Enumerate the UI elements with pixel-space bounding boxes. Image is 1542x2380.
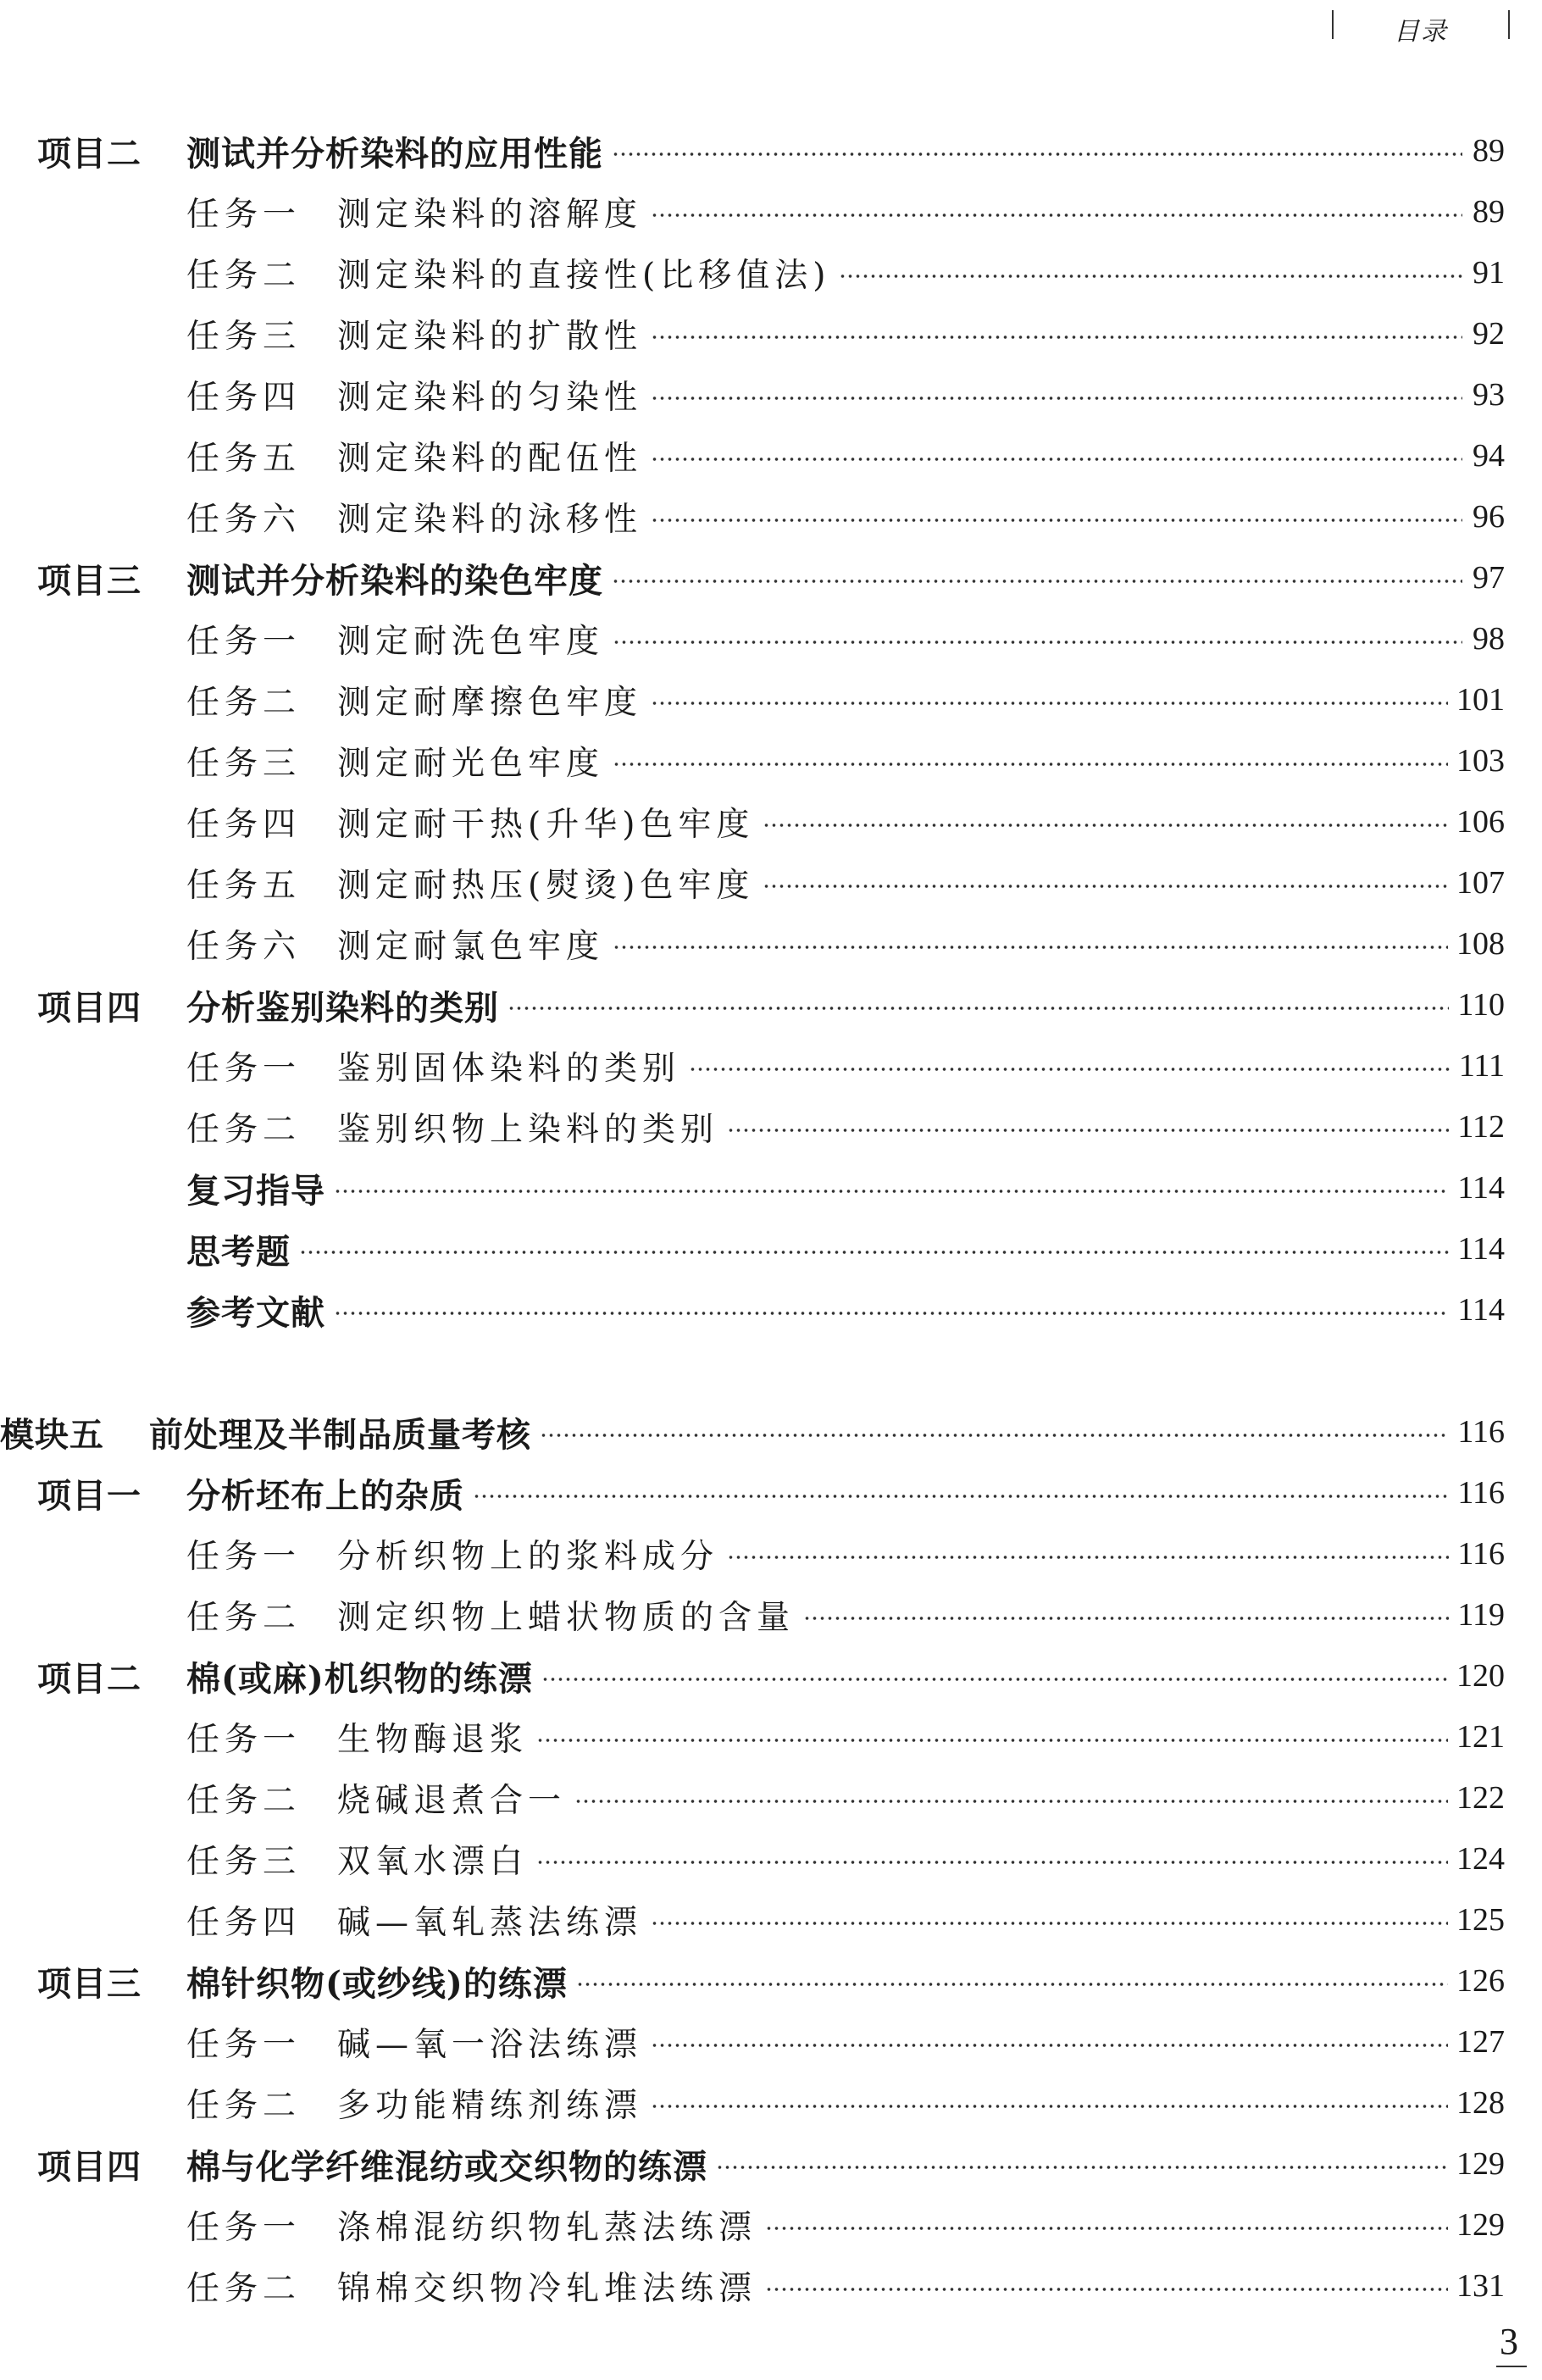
- toc-entry[interactable]: [0, 303, 1517, 364]
- toc-entry-title: 烧碱退煮合一: [337, 1782, 567, 1820]
- dot-leader: [727, 1554, 1449, 1561]
- toc-entry-title: 鉴别织物上染料的类别: [337, 1111, 719, 1149]
- toc-entry[interactable]: [0, 852, 1517, 913]
- page-number: 3: [1500, 2321, 1518, 2362]
- toc-entry-page: 129: [1456, 2146, 1505, 2182]
- dot-leader: [651, 334, 1462, 341]
- toc-entry-number: 项目四: [37, 2146, 141, 2187]
- header-rule-right: [1508, 10, 1510, 39]
- toc-entry[interactable]: [0, 242, 1517, 303]
- toc-entry-title: 测定染料的匀染性: [337, 379, 643, 417]
- toc-entry-page: 101: [1456, 682, 1505, 718]
- toc-entry[interactable]: [0, 2011, 1517, 2072]
- toc-entry[interactable]: [0, 364, 1517, 425]
- dot-leader: [613, 944, 1448, 951]
- toc-entry-title: 双氧水漂白: [337, 1843, 529, 1881]
- toc-entry[interactable]: [0, 1950, 1517, 2011]
- toc-entry-page: 111: [1458, 1048, 1505, 1084]
- dot-leader: [651, 395, 1462, 402]
- toc-entry[interactable]: [0, 1035, 1517, 1096]
- toc-entry-number: 项目二: [37, 1658, 141, 1699]
- toc-entry-page: 120: [1456, 1658, 1505, 1694]
- running-header: [1322, 7, 1525, 47]
- dot-leader: [763, 883, 1448, 890]
- toc-entry-number: 任务二: [186, 257, 302, 295]
- toc-entry-number: 任务五: [186, 440, 302, 478]
- toc-entry-title: 测定耐洗色牢度: [337, 623, 605, 661]
- toc-entry-title: 鉴别固体染料的类别: [337, 1050, 681, 1088]
- dot-leader: [651, 700, 1448, 707]
- dot-leader: [334, 1188, 1449, 1195]
- toc-entry[interactable]: [0, 1523, 1517, 1584]
- dot-leader: [651, 1920, 1448, 1927]
- toc-entry-page: 103: [1456, 743, 1505, 779]
- toc-entry-title: 测定耐热压(熨烫)色牢度: [337, 867, 755, 905]
- toc-entry-page: 116: [1457, 1414, 1505, 1450]
- toc-entry-title: 测定染料的配伍性: [337, 440, 643, 478]
- toc-entry-number: 任务三: [186, 745, 302, 783]
- toc-entry-number: 任务一: [186, 623, 302, 661]
- toc-entry-page: 114: [1457, 1292, 1505, 1328]
- dot-leader: [536, 1859, 1448, 1866]
- toc-entry-title: 测定耐氯色牢度: [337, 928, 605, 966]
- toc-entry[interactable]: [0, 1828, 1517, 1889]
- toc-entry-title: 测定织物上蜡状物质的含量: [337, 1599, 796, 1637]
- dot-leader: [334, 1310, 1449, 1317]
- toc-entry-number: 任务二: [186, 1599, 302, 1637]
- toc-entry-page: 106: [1456, 804, 1505, 840]
- toc-entry-page: 93: [1473, 377, 1505, 413]
- toc-entry-page: 114: [1457, 1170, 1505, 1206]
- toc-entry[interactable]: [0, 1584, 1517, 1645]
- toc-entry-title: 生物酶退浆: [337, 1721, 529, 1759]
- toc-entry-number: 任务一: [186, 1538, 302, 1576]
- toc-entry[interactable]: [0, 791, 1517, 852]
- toc-entry-number: 项目四: [37, 987, 141, 1028]
- toc-entry-page: 112: [1457, 1109, 1505, 1145]
- toc-entry-title: 测定染料的直接性(比移值法): [337, 257, 831, 295]
- toc-entry[interactable]: [0, 1889, 1517, 1950]
- toc-entry[interactable]: [0, 1279, 1517, 1340]
- toc-entry-number: 项目二: [37, 133, 141, 174]
- toc-entry-number: 任务四: [186, 806, 302, 844]
- dot-leader: [651, 517, 1462, 524]
- toc-entry-page: 92: [1473, 316, 1505, 352]
- toc-entry[interactable]: [0, 1767, 1517, 1828]
- toc-entry-number: 任务二: [186, 1782, 302, 1820]
- toc-entry-title: 锦棉交织物冷轧堆法练漂: [337, 2270, 757, 2308]
- toc-entry[interactable]: [0, 730, 1517, 791]
- toc-entry-page: 91: [1473, 255, 1505, 291]
- toc-entry-page: 96: [1473, 499, 1505, 535]
- toc-entry-number: 任务三: [186, 318, 302, 356]
- toc-entry-page: 127: [1456, 2024, 1505, 2060]
- page-number-underline: [1496, 2366, 1527, 2367]
- dot-leader: [765, 2225, 1448, 2232]
- toc-entry-title: 分析坯布上的杂质: [186, 1475, 464, 1516]
- toc-entry-page: 121: [1456, 1719, 1505, 1755]
- toc-entry-title: 多功能精练剂练漂: [337, 2087, 643, 2125]
- toc-entry-page: 124: [1456, 1841, 1505, 1877]
- dot-leader: [612, 151, 1462, 158]
- toc-entry-title: 涤棉混纺织物轧蒸法练漂: [337, 2209, 757, 2247]
- toc-entry-page: 97: [1473, 560, 1505, 596]
- toc-entry-number: 任务六: [186, 501, 302, 539]
- toc-entry-number: 任务一: [186, 1050, 302, 1088]
- toc-entry-title: 棉(或麻)机织物的练漂: [186, 1658, 533, 1699]
- toc-entry-number: 项目三: [37, 560, 141, 601]
- toc-entry-title: 测定耐干热(升华)色牢度: [337, 806, 755, 844]
- toc-entry-page: 116: [1457, 1536, 1505, 1572]
- toc-entry-number: 项目一: [37, 1475, 141, 1516]
- toc-entry-title: 测定染料的泳移性: [337, 501, 643, 539]
- header-title: 目录: [1394, 17, 1448, 47]
- toc-entry-number: 任务四: [186, 379, 302, 417]
- dot-leader: [473, 1493, 1449, 1500]
- toc-entry-number: 任务二: [186, 2270, 302, 2308]
- table-of-contents: [0, 120, 1517, 2316]
- toc-entry-number: 任务二: [186, 2087, 302, 2125]
- toc-entry-page: 116: [1457, 1475, 1505, 1511]
- toc-entry[interactable]: [0, 547, 1517, 608]
- toc-entry-number: 任务四: [186, 1904, 302, 1942]
- toc-entry-number: 任务六: [186, 928, 302, 966]
- dot-leader: [803, 1615, 1449, 1622]
- toc-entry-title: 棉针织物(或纱线)的练漂: [186, 1963, 568, 2004]
- toc-entry-title: 前处理及半制品质量考核: [149, 1414, 531, 1455]
- toc-entry[interactable]: [0, 2255, 1517, 2316]
- toc-entry-title: 思考题: [186, 1231, 291, 1272]
- toc-entry-page: 119: [1457, 1597, 1505, 1633]
- toc-entry-number: 任务一: [186, 1721, 302, 1759]
- toc-entry-page: 126: [1456, 1963, 1505, 1999]
- toc-entry-title: 测定耐摩擦色牢度: [337, 684, 643, 722]
- toc-entry[interactable]: [0, 2194, 1517, 2255]
- toc-entry[interactable]: [0, 486, 1517, 547]
- toc-entry-number: 任务二: [186, 1111, 302, 1149]
- toc-entry-title: 测定耐光色牢度: [337, 745, 605, 783]
- toc-entry-title: 棉与化学纤维混纺或交织物的练漂: [186, 2146, 707, 2187]
- toc-entry[interactable]: [0, 1218, 1517, 1279]
- toc-entry-page: 128: [1456, 2085, 1505, 2121]
- toc-entry-page: 94: [1473, 438, 1505, 474]
- dot-leader: [540, 1432, 1449, 1439]
- toc-entry-number: 任务二: [186, 684, 302, 722]
- dot-leader: [576, 1981, 1448, 1988]
- toc-entry[interactable]: [0, 120, 1517, 181]
- toc-entry[interactable]: [0, 1462, 1517, 1523]
- toc-entry-page: 114: [1457, 1231, 1505, 1267]
- dot-leader: [508, 1005, 1449, 1012]
- toc-entry-page: 89: [1473, 194, 1505, 230]
- toc-entry-page: 107: [1456, 865, 1505, 901]
- toc-entry[interactable]: [0, 2072, 1517, 2133]
- dot-leader: [299, 1249, 1449, 1256]
- toc-entry[interactable]: [0, 608, 1517, 669]
- toc-entry-number: 任务三: [186, 1843, 302, 1881]
- toc-entry-number: 任务五: [186, 867, 302, 905]
- toc-entry[interactable]: [0, 2133, 1517, 2194]
- toc-entry[interactable]: [0, 974, 1517, 1035]
- dot-leader: [839, 273, 1462, 280]
- toc-entry-page: 108: [1456, 926, 1505, 962]
- toc-entry[interactable]: [0, 913, 1517, 974]
- toc-entry-page: 110: [1457, 987, 1505, 1023]
- toc-entry-page: 131: [1456, 2268, 1505, 2304]
- dot-leader: [541, 1676, 1448, 1683]
- toc-entry-title: 分析织物上的浆料成分: [337, 1538, 719, 1576]
- toc-entry[interactable]: [0, 1157, 1517, 1218]
- toc-entry[interactable]: [0, 181, 1517, 242]
- toc-entry[interactable]: [0, 669, 1517, 730]
- dot-leader: [651, 456, 1462, 463]
- toc-entry[interactable]: [0, 1401, 1517, 1462]
- toc-entry-number: 任务一: [186, 196, 302, 234]
- toc-entry-page: 125: [1456, 1902, 1505, 1938]
- toc-entry-title: 参考文献: [186, 1292, 325, 1333]
- dot-leader: [651, 2042, 1448, 2049]
- dot-leader: [613, 761, 1448, 768]
- dot-leader: [651, 2103, 1448, 2110]
- toc-entry-page: 89: [1473, 133, 1505, 169]
- dot-leader: [574, 1798, 1448, 1805]
- toc-entry-title: 复习指导: [186, 1170, 325, 1211]
- toc-entry-title: 碱—氧一浴法练漂: [337, 2026, 643, 2064]
- toc-entry-title: 测定染料的扩散性: [337, 318, 643, 356]
- toc-entry-page: 98: [1473, 621, 1505, 657]
- toc-entry-number: 模块五: [0, 1414, 104, 1455]
- toc-entry-number: 任务一: [186, 2209, 302, 2247]
- dot-leader: [716, 2164, 1448, 2171]
- toc-entry-title: 测试并分析染料的应用性能: [186, 133, 603, 174]
- toc-entry-title: 碱—氧轧蒸法练漂: [337, 1904, 643, 1942]
- toc-entry[interactable]: [0, 1645, 1517, 1706]
- toc-entry-title: 分析鉴别染料的类别: [186, 987, 499, 1028]
- toc-entry[interactable]: [0, 425, 1517, 486]
- dot-leader: [727, 1127, 1449, 1134]
- dot-leader: [763, 822, 1448, 829]
- dot-leader: [765, 2286, 1448, 2293]
- toc-entry-number: 任务一: [186, 2026, 302, 2064]
- dot-leader: [536, 1737, 1448, 1744]
- toc-entry-page: 122: [1456, 1780, 1505, 1816]
- dot-leader: [689, 1066, 1450, 1073]
- toc-entry-title: 测试并分析染料的染色牢度: [186, 560, 603, 601]
- toc-entry-title: 测定染料的溶解度: [337, 196, 643, 234]
- dot-leader: [613, 639, 1462, 646]
- toc-entry-page: 129: [1456, 2207, 1505, 2243]
- dot-leader: [651, 212, 1462, 219]
- toc-entry-number: 项目三: [37, 1963, 141, 2004]
- toc-entry[interactable]: [0, 1096, 1517, 1157]
- toc-entry[interactable]: [0, 1706, 1517, 1767]
- dot-leader: [612, 578, 1462, 585]
